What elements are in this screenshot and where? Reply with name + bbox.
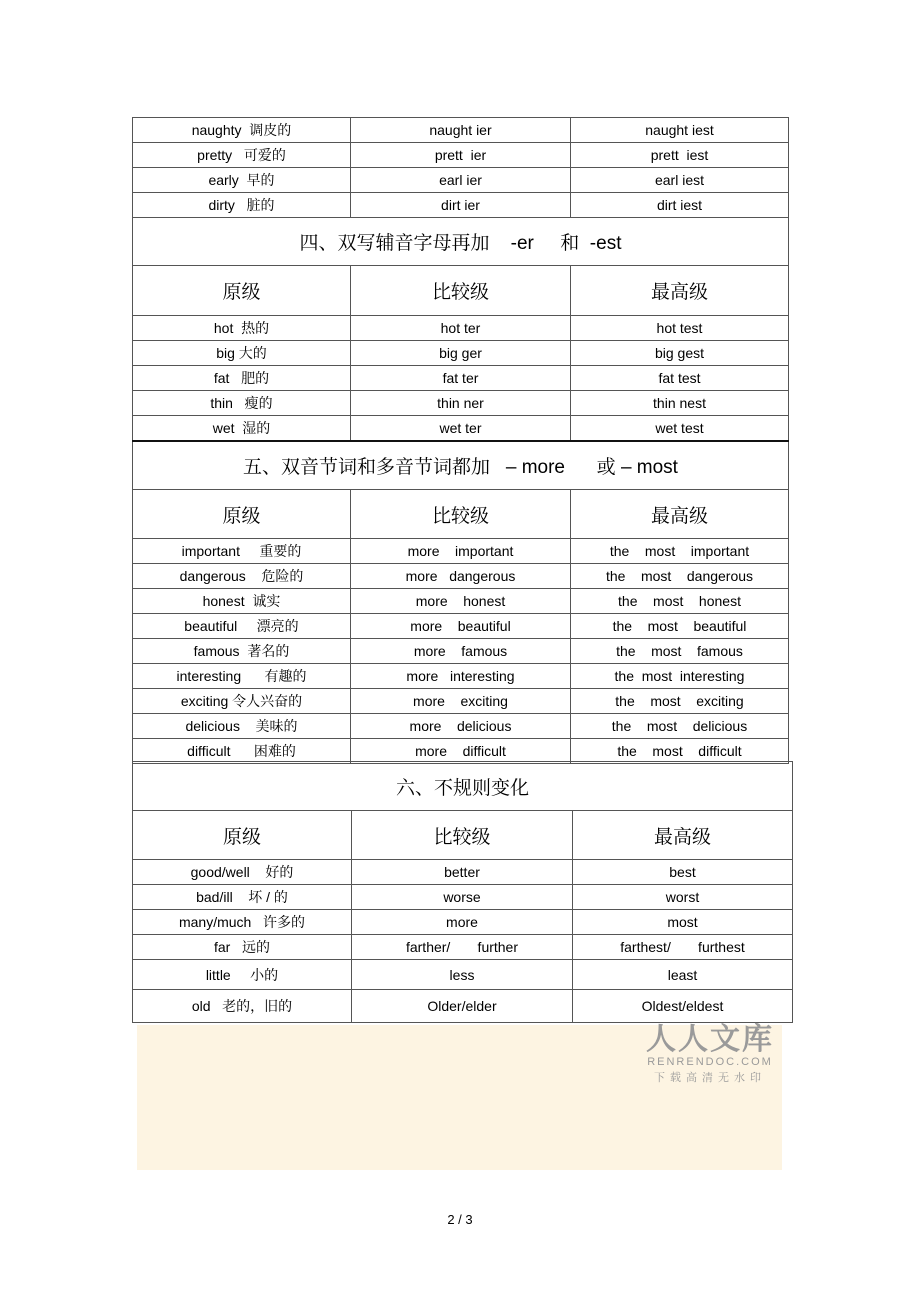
superlative-cell: big gest (571, 341, 789, 366)
comparative-cell: more honest (351, 589, 571, 614)
comparison-table-part1 (132, 117, 789, 764)
base-form-cell: many/much 许多的 (133, 910, 352, 935)
comparative-cell: earl ier (351, 168, 571, 193)
table-row (133, 910, 793, 935)
table-row (133, 316, 789, 341)
comparative-cell: farther/ further (352, 935, 573, 960)
base-form-cell: far 远的 (133, 935, 352, 960)
header-superlative: 最高级 (571, 266, 789, 316)
watermark-logo: 人人文库 (646, 1022, 774, 1057)
table-row (133, 960, 793, 990)
section-5-title: 五、双音节词和多音节词都加 – more 或 – most (133, 441, 789, 490)
comparative-cell: better (352, 860, 573, 885)
base-form-cell: delicious 美味的 (133, 714, 351, 739)
header-comparative: 比较级 (352, 811, 573, 860)
comparative-cell: more interesting (351, 664, 571, 689)
header-row (133, 490, 789, 539)
comparative-cell: more beautiful (351, 614, 571, 639)
header-row (133, 266, 789, 316)
comparative-cell: dirt ier (351, 193, 571, 218)
table-row (133, 118, 789, 143)
comparative-cell: more famous (351, 639, 571, 664)
comparative-cell: prett ier (351, 143, 571, 168)
superlative-cell: the most famous (571, 639, 789, 664)
table-row (133, 639, 789, 664)
superlative-cell: the most interesting (571, 664, 789, 689)
table-row (133, 614, 789, 639)
base-form-cell: wet 湿的 (133, 416, 351, 441)
superlative-cell: worst (573, 885, 793, 910)
base-form-cell: bad/ill 坏 / 的 (133, 885, 352, 910)
comparative-cell: more (352, 910, 573, 935)
table-row (133, 885, 793, 910)
section-title-row (133, 218, 789, 266)
comparative-cell: worse (352, 885, 573, 910)
base-form-cell: dangerous 危险的 (133, 564, 351, 589)
superlative-cell: the most delicious (571, 714, 789, 739)
header-row (133, 811, 793, 860)
superlative-cell: most (573, 910, 793, 935)
base-form-cell: interesting 有趣的 (133, 664, 351, 689)
base-form-cell: old 老的，旧的 (133, 990, 352, 1023)
base-form-cell: exciting 令人兴奋的 (133, 689, 351, 714)
comparative-cell: less (352, 960, 573, 990)
superlative-cell: wet test (571, 416, 789, 441)
superlative-cell: the most honest (571, 589, 789, 614)
table-row (133, 539, 789, 564)
watermark-url: RENRENDOC.COM (647, 1056, 773, 1068)
header-superlative: 最高级 (573, 811, 793, 860)
base-form-cell: early 早的 (133, 168, 351, 193)
base-form-cell: big 大的 (133, 341, 351, 366)
comparative-cell: fat ter (351, 366, 571, 391)
comparative-cell: more dangerous (351, 564, 571, 589)
base-form-cell: famous 著名的 (133, 639, 351, 664)
comparative-cell: hot ter (351, 316, 571, 341)
header-superlative: 最高级 (571, 490, 789, 539)
table-row (133, 664, 789, 689)
base-form-cell: important 重要的 (133, 539, 351, 564)
table-row (133, 714, 789, 739)
comparative-cell: thin ner (351, 391, 571, 416)
superlative-cell: least (573, 960, 793, 990)
superlative-cell: the most dangerous (571, 564, 789, 589)
header-comparative: 比较级 (351, 266, 571, 316)
table-row (133, 391, 789, 416)
base-form-cell: dirty 脏的 (133, 193, 351, 218)
comparative-cell: more difficult (351, 739, 571, 764)
base-form-cell: honest 诚实 (133, 589, 351, 614)
base-form-cell: good/well 好的 (133, 860, 352, 885)
base-form-cell: beautiful 漂亮的 (133, 614, 351, 639)
base-form-cell: naughty 调皮的 (133, 118, 351, 143)
table-row (133, 689, 789, 714)
header-base-form: 原级 (133, 490, 351, 539)
section-4-title: 四、双写辅音字母再加 -er 和 -est (133, 218, 789, 266)
table-row (133, 366, 789, 391)
base-form-cell: little 小的 (133, 960, 352, 990)
base-form-cell: pretty 可爱的 (133, 143, 351, 168)
base-form-cell: difficult 困难的 (133, 739, 351, 764)
superlative-cell: earl iest (571, 168, 789, 193)
comparative-cell: naught ier (351, 118, 571, 143)
superlative-cell: hot test (571, 316, 789, 341)
superlative-cell: the most difficult (571, 739, 789, 764)
table-row (133, 589, 789, 614)
superlative-cell: the most important (571, 539, 789, 564)
superlative-cell: the most exciting (571, 689, 789, 714)
comparative-cell: more exciting (351, 689, 571, 714)
table-row (133, 193, 789, 218)
comparative-cell: big ger (351, 341, 571, 366)
table-row (133, 860, 793, 885)
superlative-cell: Oldest/eldest (573, 990, 793, 1023)
table-row (133, 341, 789, 366)
superlative-cell: naught iest (571, 118, 789, 143)
comparison-table-irregular (132, 761, 793, 1023)
base-form-cell: thin 瘦的 (133, 391, 351, 416)
table-row (133, 143, 789, 168)
superlative-cell: prett iest (571, 143, 789, 168)
comparative-cell: more delicious (351, 714, 571, 739)
table-row (133, 739, 789, 764)
header-base-form: 原级 (133, 811, 352, 860)
table-row (133, 564, 789, 589)
watermark-subtitle: 下载高清无水印 (654, 1072, 766, 1084)
header-base-form: 原级 (133, 266, 351, 316)
comparative-cell: wet ter (351, 416, 571, 441)
superlative-cell: thin nest (571, 391, 789, 416)
comparative-cell: Older/elder (352, 990, 573, 1023)
section-title-row (133, 441, 789, 490)
header-comparative: 比较级 (351, 490, 571, 539)
base-form-cell: fat 肥的 (133, 366, 351, 391)
superlative-cell: farthest/ furthest (573, 935, 793, 960)
section-6-title: 六、不规则变化 (133, 762, 793, 811)
comparative-cell: more important (351, 539, 571, 564)
base-form-cell: hot 热的 (133, 316, 351, 341)
table-row (133, 935, 793, 960)
watermark (640, 1014, 780, 1085)
page-number: 2 / 3 (447, 1212, 473, 1227)
table-row (133, 416, 789, 441)
superlative-cell: best (573, 860, 793, 885)
section-title-row (133, 762, 793, 811)
superlative-cell: the most beautiful (571, 614, 789, 639)
superlative-cell: dirt iest (571, 193, 789, 218)
table-row (133, 168, 789, 193)
superlative-cell: fat test (571, 366, 789, 391)
